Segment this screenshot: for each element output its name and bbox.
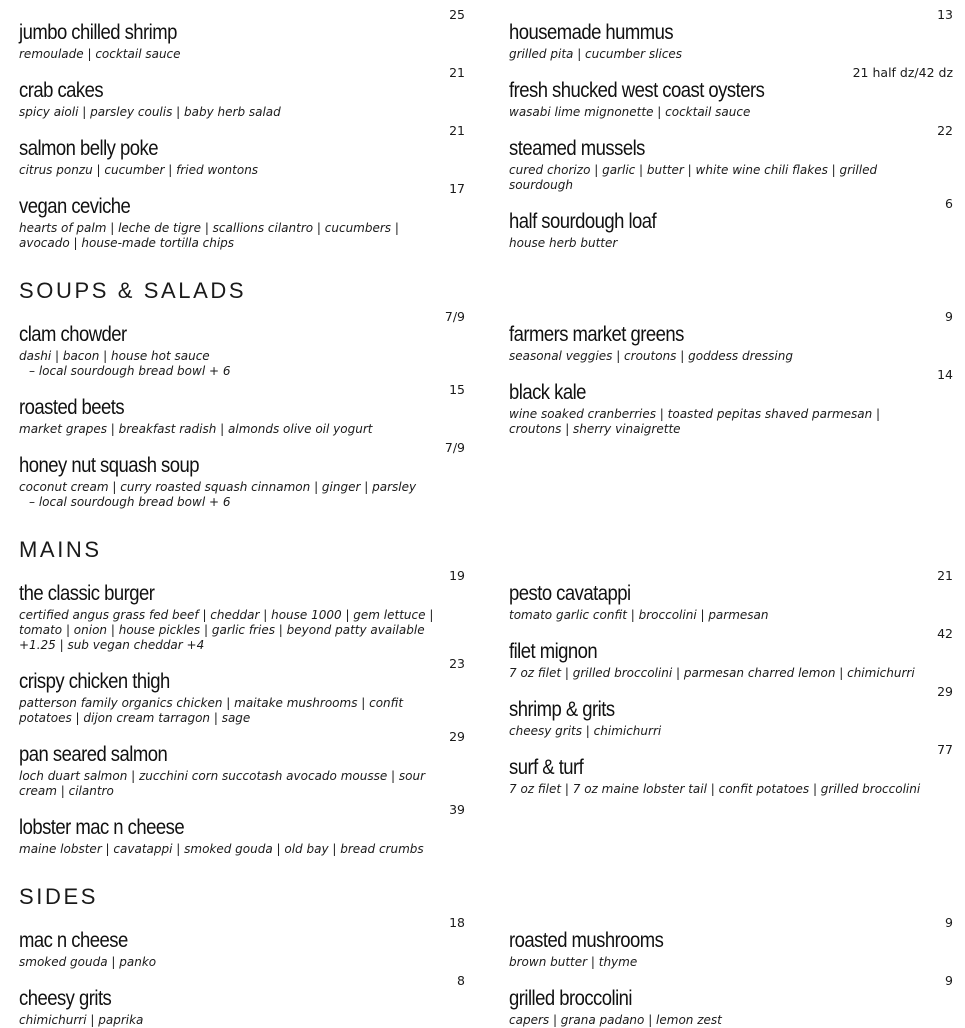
- item-name: the classic burger: [19, 582, 155, 605]
- item-name: pesto cavatappi: [509, 582, 631, 605]
- menu-item: [19, 802, 465, 857]
- item-name: roasted mushrooms: [509, 929, 664, 952]
- item-price: 25: [449, 7, 465, 22]
- item-price: 13: [937, 7, 953, 22]
- menu-item: [509, 123, 953, 193]
- item-name: honey nut squash soup: [19, 454, 200, 477]
- item-description: 7 oz filet | 7 oz maine lobster tail | confit potatoes | grilled broccolini: [509, 782, 921, 796]
- item-description: dashi | bacon | house hot sauce: [19, 349, 210, 363]
- item-description: smoked gouda | panko: [19, 955, 157, 969]
- item-description: market grapes | breakfast radish | almonds olive oil yogurt: [19, 422, 373, 436]
- item-name: mac n cheese: [19, 929, 128, 952]
- menu-item: [509, 973, 953, 1028]
- menu-item: [19, 181, 465, 251]
- menu-item: [509, 196, 953, 251]
- menu-item: [509, 367, 953, 437]
- menu-item: [19, 7, 465, 62]
- item-description: remoulade | cocktail sauce: [19, 47, 181, 61]
- item-name: clam chowder: [19, 323, 127, 346]
- item-description: cheesy grits | chimichurri: [509, 724, 662, 738]
- item-description: certified angus grass fed beef | cheddar | house 1000 | gem lettuce | tomato | onion | house pickles | garlic fries | beyond patty available +1.25 | sub vegan cheddar +4: [19, 608, 434, 652]
- item-name: shrimp & grits: [509, 698, 615, 721]
- item-addon: – local sourdough bread bowl + 6: [29, 364, 231, 378]
- menu-item: [509, 7, 953, 62]
- item-name: half sourdough loaf: [509, 210, 657, 233]
- section-heading-sides: SIDES: [19, 884, 99, 909]
- menu-item: [509, 684, 953, 739]
- item-name: crispy chicken thigh: [19, 670, 170, 693]
- item-addon: – local sourdough bread bowl + 6: [29, 495, 231, 509]
- menu-item: [509, 568, 953, 623]
- item-price: 77: [937, 742, 953, 757]
- menu-item: [19, 656, 465, 726]
- item-name: jumbo chilled shrimp: [19, 21, 177, 44]
- item-price: 21: [449, 123, 465, 138]
- item-description: house herb butter: [509, 236, 618, 250]
- menu-item: [19, 309, 465, 379]
- item-description: chimichurri | paprika: [19, 1013, 144, 1027]
- item-description: citrus ponzu | cucumber | fried wontons: [19, 163, 259, 177]
- item-name: filet mignon: [509, 640, 598, 663]
- item-name: vegan ceviche: [19, 195, 131, 218]
- menu-item: [19, 973, 465, 1028]
- menu-item: [19, 123, 465, 178]
- menu-item: [509, 626, 953, 681]
- item-description: maine lobster | cavatappi | smoked gouda | old bay | bread crumbs: [19, 842, 424, 856]
- item-name: cheesy grits: [19, 987, 112, 1010]
- item-name: fresh shucked west coast oysters: [509, 79, 765, 102]
- item-name: surf & turf: [509, 756, 584, 779]
- item-price: 8: [457, 973, 465, 988]
- menu-item: [509, 65, 953, 120]
- item-description: hearts of palm | leche de tigre | scallions cilantro | cucumbers | avocado | house-made tortilla chips: [19, 221, 399, 250]
- section-heading-soups-salads: SOUPS & SALADS: [19, 278, 247, 303]
- item-description: wasabi lime mignonette | cocktail sauce: [509, 105, 751, 119]
- item-price: 9: [945, 915, 953, 930]
- menu-item: [509, 915, 953, 970]
- item-price: 21: [449, 65, 465, 80]
- item-price: 9: [945, 309, 953, 324]
- item-price: 17: [449, 181, 465, 196]
- menu-item: [19, 729, 465, 799]
- item-price: 7/9: [444, 309, 465, 324]
- item-price: 14: [937, 367, 953, 382]
- item-description: 7 oz filet | grilled broccolini | parmesan charred lemon | chimichurri: [509, 666, 915, 680]
- item-price: 19: [449, 568, 465, 583]
- item-price: 22: [937, 123, 953, 138]
- item-price: 21 half dz/42 dz: [852, 65, 953, 80]
- item-price: 21: [937, 568, 953, 583]
- item-description: cured chorizo | garlic | butter | white wine chili flakes | grilled sourdough: [509, 163, 878, 192]
- item-name: roasted beets: [19, 396, 125, 419]
- item-description: tomato garlic confit | broccolini | parmesan: [509, 608, 769, 622]
- item-description: spicy aioli | parsley coulis | baby herb salad: [19, 105, 281, 119]
- item-name: pan seared salmon: [19, 743, 168, 766]
- item-price: 29: [449, 729, 465, 744]
- item-name: crab cakes: [19, 79, 104, 102]
- menu-item: [509, 309, 953, 364]
- item-name: black kale: [509, 381, 586, 404]
- item-name: farmers market greens: [509, 323, 684, 346]
- item-price: 7/9: [444, 440, 465, 455]
- item-price: 23: [449, 656, 465, 671]
- menu-item: [19, 440, 465, 510]
- item-description: seasonal veggies | croutons | goddess dressing: [509, 349, 793, 363]
- item-name: steamed mussels: [509, 137, 645, 160]
- menu-item: [19, 65, 465, 120]
- item-price: 15: [449, 382, 465, 397]
- item-name: grilled broccolini: [509, 987, 633, 1010]
- item-description: wine soaked cranberries | toasted pepitas shaved parmesan | croutons | sherry vinaigrette: [509, 407, 881, 436]
- item-description: capers | grana padano | lemon zest: [509, 1013, 722, 1027]
- item-name: salmon belly poke: [19, 137, 158, 160]
- item-price: 29: [937, 684, 953, 699]
- menu-item: [19, 915, 465, 970]
- menu-item: [19, 382, 465, 437]
- item-price: 6: [945, 196, 953, 211]
- menu-item: [509, 742, 953, 797]
- item-price: 39: [449, 802, 465, 817]
- item-description: grilled pita | cucumber slices: [509, 47, 683, 61]
- item-price: 42: [937, 626, 953, 641]
- menu-item: [19, 568, 465, 653]
- item-price: 18: [449, 915, 465, 930]
- item-description: brown butter | thyme: [509, 955, 638, 969]
- item-description: patterson family organics chicken | maitake mushrooms | confit potatoes | dijon cream tarragon | sage: [19, 696, 404, 725]
- item-price: 9: [945, 973, 953, 988]
- section-heading-mains: MAINS: [19, 537, 102, 562]
- item-name: lobster mac n cheese: [19, 816, 185, 839]
- item-name: housemade hummus: [509, 21, 674, 44]
- item-description: loch duart salmon | zucchini corn succotash avocado mousse | sour cream | cilantro: [19, 769, 426, 798]
- item-description: coconut cream | curry roasted squash cinnamon | ginger | parsley: [19, 480, 417, 494]
